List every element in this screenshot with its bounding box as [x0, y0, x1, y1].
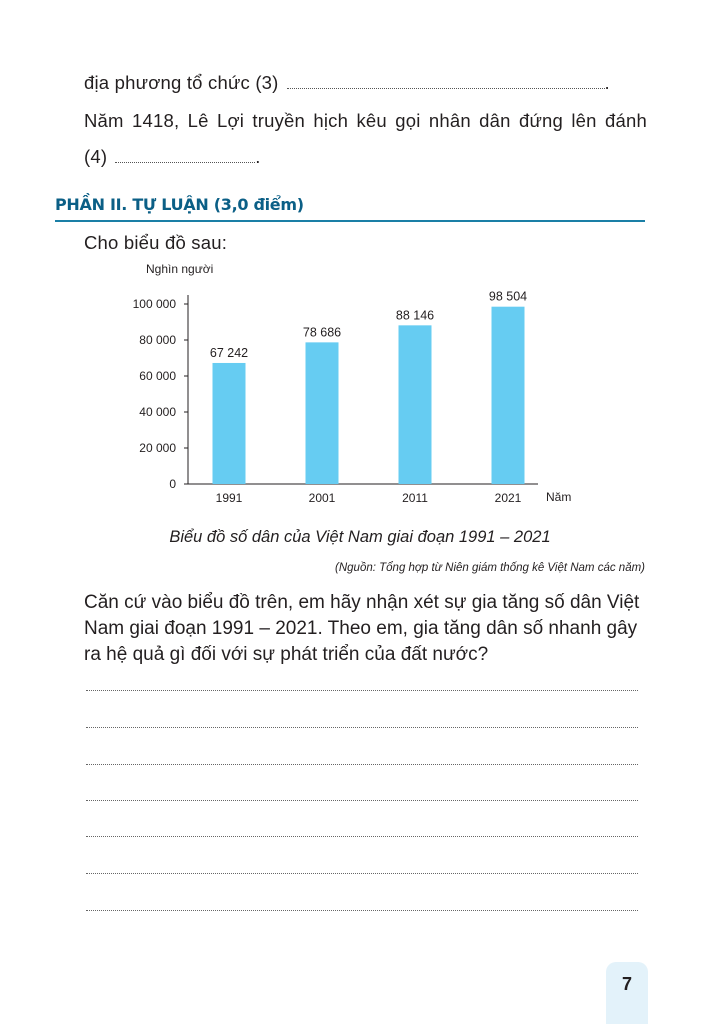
- bar-2001: [306, 342, 339, 484]
- value-label-2021: 98 504: [488, 289, 528, 304]
- bar-2011: [399, 325, 432, 484]
- y-tick-label: 20 000: [139, 441, 176, 455]
- answer-line[interactable]: [86, 727, 638, 728]
- y-axis-label: Nghìn người: [146, 262, 214, 276]
- y-tick-label: 80 000: [139, 333, 176, 347]
- blank-4[interactable]: [115, 161, 255, 163]
- question-text: Căn cứ vào biểu đồ trên, em hãy nhận xét sự gia tăng số dân Việt Nam giai đoạn 1991 – 2021. Theo em, gia tăng dân số nhanh gây ra hệ quả gì đối với sự phát triển của đất nước?: [84, 592, 640, 665]
- chart-caption: Biểu đồ số dân của Việt Nam giai đoạn 1991 – 2021: [169, 528, 551, 546]
- fill-line-4-end: .: [255, 146, 261, 167]
- y-tick-label: 40 000: [139, 405, 176, 419]
- y-tick-label: 60 000: [139, 369, 176, 383]
- answer-line[interactable]: [86, 873, 638, 874]
- x-tick-label: 1991: [215, 491, 243, 505]
- chart-intro: Cho biểu đồ sau:: [84, 232, 228, 253]
- y-tick-label: 0: [169, 477, 176, 491]
- chart-source: (Nguồn: Tổng hợp từ Niên giám thống kê Việt Nam các năm): [335, 562, 645, 574]
- x-tick-label: 2021: [494, 491, 522, 505]
- answer-line[interactable]: [86, 800, 638, 801]
- fill-line-3-text: địa phương tổ chức (3): [84, 72, 279, 93]
- fill-line-3-end: .: [604, 72, 610, 93]
- paragraph-line: Năm 1418, Lê Lợi truyền hịch kêu gọi nhân dân đứng lên đánh: [84, 110, 647, 131]
- bar-2021: [492, 307, 525, 484]
- x-axis-label: Năm: [546, 490, 572, 504]
- answer-line[interactable]: [86, 690, 638, 691]
- page-number: 7: [621, 974, 632, 994]
- answer-line[interactable]: [86, 910, 638, 911]
- value-label-2001: 78 686: [302, 325, 342, 340]
- section-divider: [55, 220, 645, 222]
- y-tick-label: 100 000: [132, 297, 176, 311]
- value-label-2011: 88 146: [395, 308, 435, 323]
- fill-line-4-text: (4): [84, 146, 108, 167]
- bar-1991: [213, 363, 246, 484]
- blank-3[interactable]: [287, 87, 605, 89]
- section-title: PHẦN II. TỰ LUẬN (3,0 điểm): [55, 195, 304, 214]
- fill-line-4: [84, 146, 261, 168]
- answer-line[interactable]: [86, 764, 638, 765]
- answer-line[interactable]: [86, 836, 638, 837]
- x-tick-label: 2001: [308, 491, 336, 505]
- x-tick-label: 2011: [402, 491, 428, 505]
- population-bar-chart: [0, 250, 720, 520]
- value-label-1991: 67 242: [209, 345, 249, 360]
- fill-line-3: [84, 72, 610, 94]
